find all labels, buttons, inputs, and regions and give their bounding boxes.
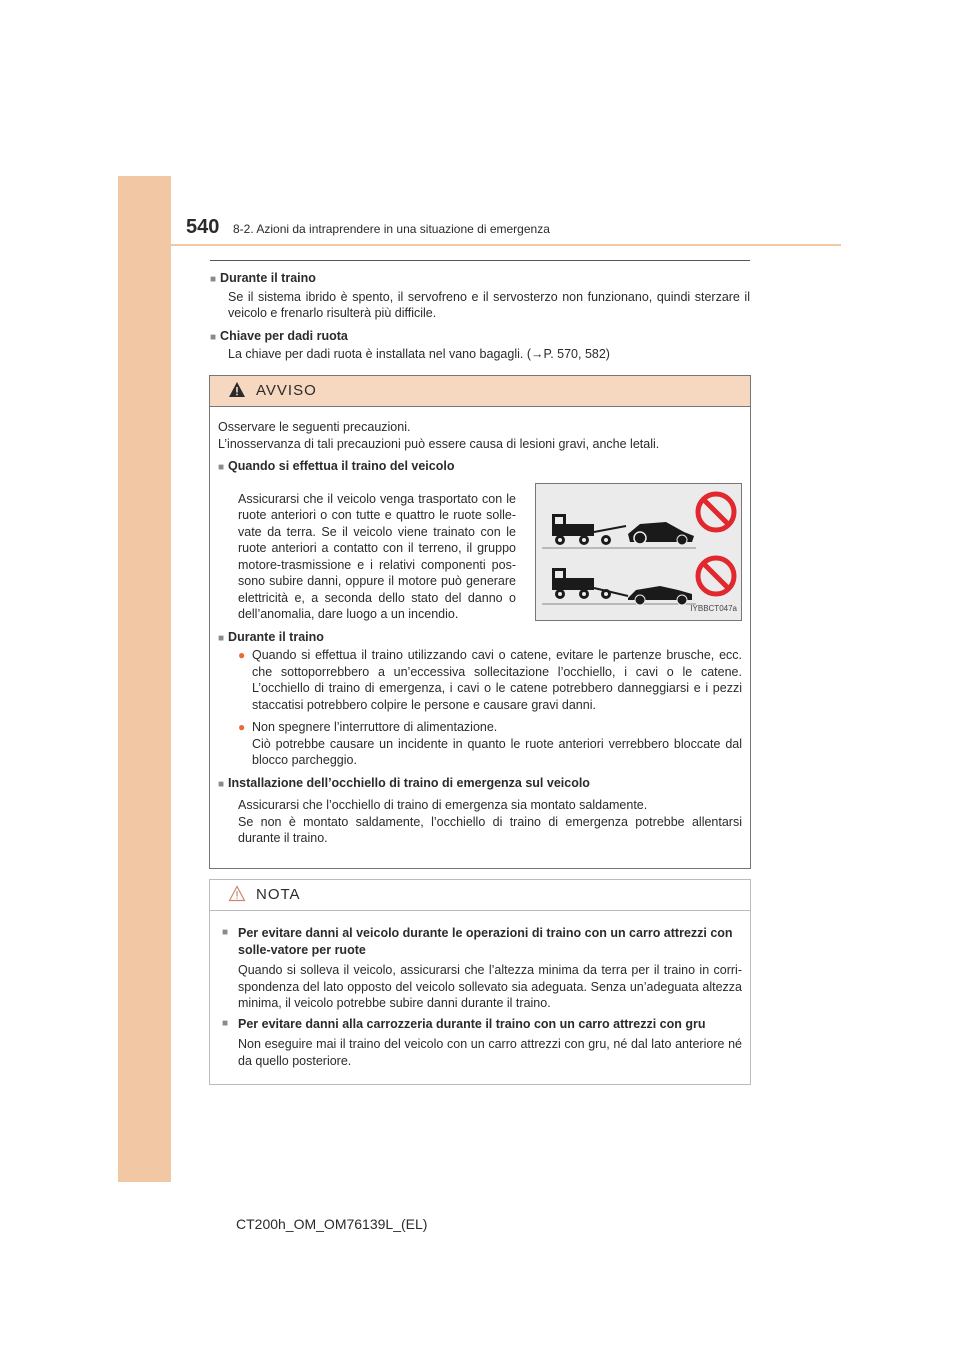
notice-heading-2: ■ Per evitare danni alla carrozzeria durante il traino con un carro attrezzi con gru (222, 1016, 706, 1031)
warning-heading-1: ■ Quando si effettua il traino del veicolo (218, 459, 455, 473)
intro-section (210, 270, 750, 363)
intro-text-2: La chiave per dadi ruota è installata nel vano bagagli. (→P. 570, 582) (228, 347, 610, 361)
intro-text-1: Se il sistema ibrido è spento, il servofreno e il servosterzo non funzionano, quindi sterzare il veicolo e frenarlo risulterà più difficile. (228, 289, 750, 320)
warning-triangle-icon (228, 381, 246, 398)
square-bullet-icon: ■ (222, 1017, 229, 1029)
chapter-sidebar (118, 176, 171, 1182)
warning-title: AVVISO (256, 382, 317, 399)
header-rule (171, 244, 841, 246)
warning-box (209, 375, 751, 869)
square-bullet-icon: ■ (218, 632, 225, 644)
square-bullet-icon: ■ (218, 462, 225, 473)
square-bullet-icon: ■ (210, 274, 217, 285)
square-bullet-icon: ■ (222, 927, 229, 938)
warning-intro-1: Osservare le seguenti precauzioni. (218, 420, 411, 434)
notice-text-1: Quando si solleva il veicolo, assicurarsi che l’altezza minima da terra per il traino in corri-spondenza del lato opposto del veicolo sollevato sia adeguata. Senza un’adeguata altezza minima, il veicolo potrebbe subire danni durante il traino. (238, 963, 742, 1010)
round-bullet-icon: ● (238, 648, 246, 662)
page-number: 540 (186, 216, 220, 238)
square-bullet-icon: ■ (210, 331, 217, 343)
content-rule (210, 260, 750, 261)
caution-triangle-icon (228, 885, 246, 902)
prohibited-icon (698, 494, 734, 530)
round-bullet-icon: ● (238, 720, 246, 734)
intro-heading-2: ■ Chiave per dadi ruota (210, 328, 348, 343)
notice-box (209, 879, 751, 1085)
tow-truck-illustration (536, 484, 741, 620)
figure-code: IYBBCT047a (690, 604, 737, 613)
warning-bullet-1: ● Quando si effettua il traino utilizzando cavi o catene, evitare le partenze brusche, ecc. che sottoporrebbero a un’eccessiva sollecitazione l’occhiello, i cavi o le catene. L’occhiello di traino di emergenza, i cavi o le catene potrebbero danneggiarsi e i pezzi staccatisi potrebbero colpire le persone e causare gravi danni. (238, 648, 742, 712)
warning-intro-2: L’inosservanza di tali precauzioni può essere causa di lesioni gravi, anche letali. (218, 436, 660, 451)
document-code: CT200h_OM_OM76139L_(EL) (236, 1216, 428, 1232)
prohibited-icon (698, 558, 734, 594)
intro-heading-1: ■ Durante il traino (210, 271, 316, 285)
warning-text-1: Assicurarsi che il veicolo venga trasportato con le ruote anteriori o con tutte e quattro le ruote solle-vate da terra. Se il veicolo viene trainato con le ruote anteriori a contatto con il terreno, il gruppo motore-trasmissione e i relativi componenti pos-sono subire danni, oppure il motore può generare elettricità e, a seconda dello stato del danno o dell’anomalia, dare luogo a un incendio. (238, 491, 516, 621)
notice-header (210, 880, 750, 911)
square-bullet-icon: ■ (218, 778, 225, 790)
warning-header (210, 376, 750, 407)
warning-text-3b: Se non è montato saldamente, l’occhiello di traino di emergenza potrebbe allentarsi durante il traino. (238, 814, 742, 845)
warning-bullet-2: ● Non spegnere l’interruttore di alimentazione. Ciò potrebbe causare un incidente in quanto le ruote anteriori verrebbero bloccate dal blocco parcheggio. (238, 720, 742, 767)
warning-heading-3: ■ Installazione dell’occhiello di traino di emergenza sul veicolo (218, 775, 590, 790)
warning-heading-2: ■ Durante il traino (218, 629, 324, 644)
notice-heading-1: ■ Per evitare danni al veicolo durante le operazioni di traino con un carro attrezzi con solle-vatore per ruote (222, 926, 733, 957)
section-title: 8-2. Azioni da intraprendere in una situazione di emergenza (233, 222, 550, 236)
warning-text-3a: Assicurarsi che l’occhiello di traino di emergenza sia montato saldamente. (238, 798, 648, 812)
towing-illustration (535, 483, 742, 621)
notice-title: NOTA (256, 886, 301, 903)
notice-text-2: Non eseguire mai il traino del veicolo con un carro attrezzi con gru, né dal lato anteriore né da quello posteriore. (238, 1037, 742, 1068)
